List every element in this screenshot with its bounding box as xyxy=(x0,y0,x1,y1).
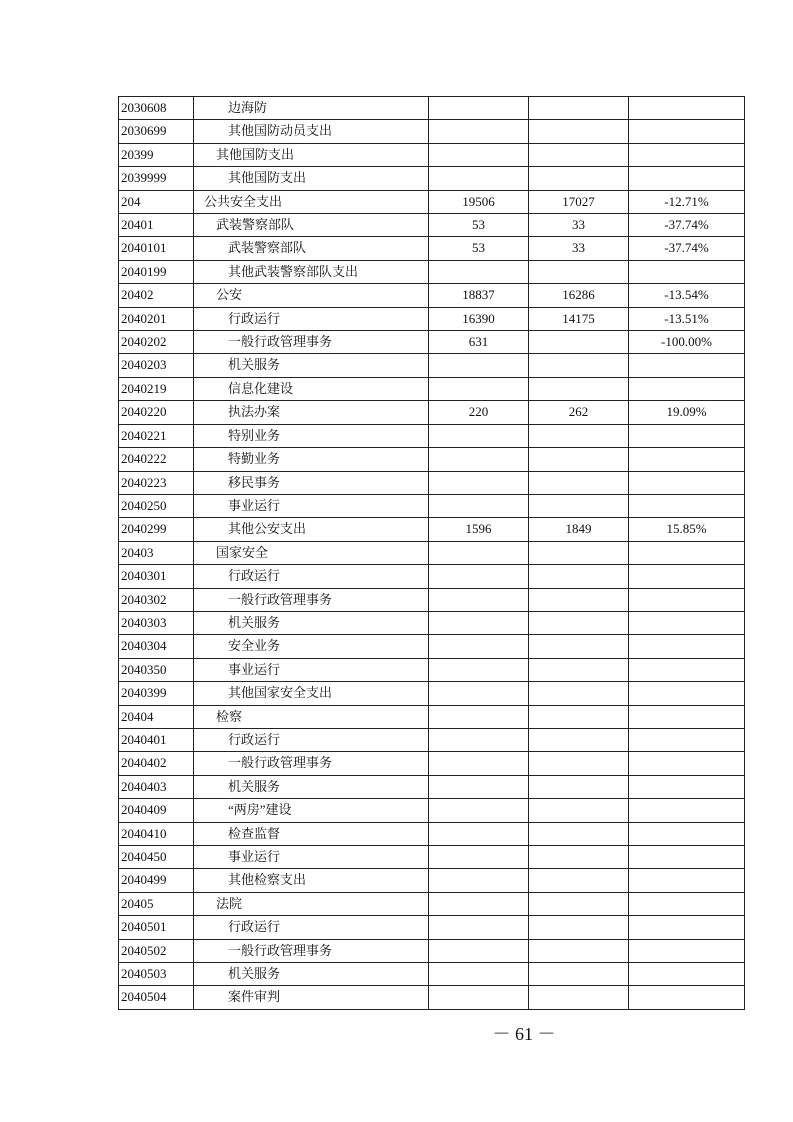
row-value-2 xyxy=(529,448,629,471)
row-value-1 xyxy=(429,869,529,892)
row-code: 2040502 xyxy=(119,939,194,962)
table-row xyxy=(119,401,745,424)
row-name: “两房”建设 xyxy=(194,799,429,822)
row-value-1: 16390 xyxy=(429,307,529,330)
row-code: 2040199 xyxy=(119,260,194,283)
row-code: 20404 xyxy=(119,705,194,728)
row-name: 公安 xyxy=(194,284,429,307)
row-change-percent: -100.00% xyxy=(629,331,745,354)
row-name: 边海防 xyxy=(194,97,429,120)
row-value-2 xyxy=(529,775,629,798)
table-row xyxy=(119,120,745,143)
row-value-2: 16286 xyxy=(529,284,629,307)
row-change-percent xyxy=(629,120,745,143)
page-number: － 61 － xyxy=(492,1024,556,1044)
row-value-1 xyxy=(429,565,529,588)
row-value-1: 1596 xyxy=(429,518,529,541)
row-name: 法院 xyxy=(194,892,429,915)
row-value-2 xyxy=(529,541,629,564)
row-change-percent: 19.09% xyxy=(629,401,745,424)
row-value-2 xyxy=(529,377,629,400)
row-value-1 xyxy=(429,354,529,377)
row-name: 特勤业务 xyxy=(194,448,429,471)
row-name: 案件审判 xyxy=(194,986,429,1009)
row-code: 2040203 xyxy=(119,354,194,377)
row-code: 2040501 xyxy=(119,916,194,939)
table-row xyxy=(119,377,745,400)
row-code: 20402 xyxy=(119,284,194,307)
table-row xyxy=(119,541,745,564)
row-value-2 xyxy=(529,986,629,1009)
row-code: 2040219 xyxy=(119,377,194,400)
row-code: 2040409 xyxy=(119,799,194,822)
row-value-2 xyxy=(529,822,629,845)
row-change-percent xyxy=(629,682,745,705)
row-change-percent xyxy=(629,916,745,939)
row-value-1 xyxy=(429,986,529,1009)
row-value-1 xyxy=(429,635,529,658)
row-name: 移民事务 xyxy=(194,471,429,494)
row-code: 2040450 xyxy=(119,846,194,869)
row-value-1 xyxy=(429,963,529,986)
row-value-1 xyxy=(429,424,529,447)
table-row xyxy=(119,214,745,237)
row-code: 2040220 xyxy=(119,401,194,424)
row-code: 2040202 xyxy=(119,331,194,354)
row-name: 检察 xyxy=(194,705,429,728)
row-name: 其他国防动员支出 xyxy=(194,120,429,143)
row-name: 其他公安支出 xyxy=(194,518,429,541)
row-name: 一般行政管理事务 xyxy=(194,752,429,775)
row-value-1 xyxy=(429,916,529,939)
row-value-1 xyxy=(429,752,529,775)
table-row xyxy=(119,143,745,166)
row-code: 204 xyxy=(119,190,194,213)
row-code: 2040302 xyxy=(119,588,194,611)
table-row xyxy=(119,775,745,798)
row-change-percent: 15.85% xyxy=(629,518,745,541)
table-row xyxy=(119,471,745,494)
row-value-1 xyxy=(429,775,529,798)
row-value-2 xyxy=(529,97,629,120)
row-value-2 xyxy=(529,658,629,681)
row-change-percent xyxy=(629,448,745,471)
table-row xyxy=(119,167,745,190)
table-row xyxy=(119,354,745,377)
row-value-2: 17027 xyxy=(529,190,629,213)
row-code: 2040399 xyxy=(119,682,194,705)
row-value-2: 14175 xyxy=(529,307,629,330)
row-value-2 xyxy=(529,120,629,143)
row-name: 检查监督 xyxy=(194,822,429,845)
row-value-1 xyxy=(429,728,529,751)
table-row xyxy=(119,869,745,892)
table-row xyxy=(119,611,745,634)
row-code: 20401 xyxy=(119,214,194,237)
row-name: 行政运行 xyxy=(194,728,429,751)
row-value-1 xyxy=(429,494,529,517)
row-value-1: 53 xyxy=(429,214,529,237)
row-value-1 xyxy=(429,611,529,634)
row-value-1 xyxy=(429,705,529,728)
row-code: 2030699 xyxy=(119,120,194,143)
row-change-percent: -37.74% xyxy=(629,237,745,260)
row-value-1 xyxy=(429,541,529,564)
row-value-2 xyxy=(529,494,629,517)
row-change-percent xyxy=(629,658,745,681)
row-change-percent xyxy=(629,728,745,751)
table-row xyxy=(119,97,745,120)
row-change-percent xyxy=(629,611,745,634)
row-change-percent xyxy=(629,892,745,915)
row-value-1 xyxy=(429,799,529,822)
row-name: 执法办案 xyxy=(194,401,429,424)
row-value-2 xyxy=(529,424,629,447)
table-row xyxy=(119,494,745,517)
row-value-2: 33 xyxy=(529,214,629,237)
table-row xyxy=(119,588,745,611)
table-row xyxy=(119,986,745,1009)
table-row xyxy=(119,307,745,330)
row-code: 2040410 xyxy=(119,822,194,845)
row-change-percent xyxy=(629,541,745,564)
table-row xyxy=(119,728,745,751)
table-row xyxy=(119,682,745,705)
row-value-1 xyxy=(429,682,529,705)
row-code: 2040221 xyxy=(119,424,194,447)
row-code: 2040303 xyxy=(119,611,194,634)
row-code: 2040503 xyxy=(119,963,194,986)
row-change-percent xyxy=(629,471,745,494)
table-row xyxy=(119,822,745,845)
row-change-percent xyxy=(629,167,745,190)
row-value-1 xyxy=(429,822,529,845)
row-code: 2040101 xyxy=(119,237,194,260)
row-value-2: 262 xyxy=(529,401,629,424)
row-change-percent xyxy=(629,939,745,962)
row-change-percent xyxy=(629,963,745,986)
row-name: 事业运行 xyxy=(194,846,429,869)
row-value-2: 33 xyxy=(529,237,629,260)
row-name: 武装警察部队 xyxy=(194,214,429,237)
row-name: 武装警察部队 xyxy=(194,237,429,260)
row-name: 行政运行 xyxy=(194,307,429,330)
row-value-2 xyxy=(529,705,629,728)
row-change-percent xyxy=(629,143,745,166)
row-value-2 xyxy=(529,869,629,892)
row-code: 2040250 xyxy=(119,494,194,517)
row-code: 2040299 xyxy=(119,518,194,541)
row-value-1 xyxy=(429,260,529,283)
row-code: 2030608 xyxy=(119,97,194,120)
row-name: 一般行政管理事务 xyxy=(194,939,429,962)
row-value-2 xyxy=(529,963,629,986)
table-row xyxy=(119,799,745,822)
row-code: 2040402 xyxy=(119,752,194,775)
row-code: 2040223 xyxy=(119,471,194,494)
row-value-1: 18837 xyxy=(429,284,529,307)
row-name: 机关服务 xyxy=(194,611,429,634)
row-change-percent xyxy=(629,799,745,822)
table-row xyxy=(119,518,745,541)
row-change-percent xyxy=(629,869,745,892)
row-value-2: 1849 xyxy=(529,518,629,541)
row-change-percent xyxy=(629,354,745,377)
row-value-1 xyxy=(429,167,529,190)
row-code: 2040301 xyxy=(119,565,194,588)
row-change-percent xyxy=(629,986,745,1009)
row-value-2 xyxy=(529,682,629,705)
row-value-1: 53 xyxy=(429,237,529,260)
table-row xyxy=(119,565,745,588)
row-code: 2039999 xyxy=(119,167,194,190)
table-row xyxy=(119,448,745,471)
row-name: 行政运行 xyxy=(194,565,429,588)
row-value-2 xyxy=(529,354,629,377)
row-name: 机关服务 xyxy=(194,963,429,986)
row-value-2 xyxy=(529,588,629,611)
row-code: 2040403 xyxy=(119,775,194,798)
row-code: 2040401 xyxy=(119,728,194,751)
row-value-1 xyxy=(429,588,529,611)
budget-table-body xyxy=(119,97,745,1010)
row-change-percent xyxy=(629,565,745,588)
row-value-1 xyxy=(429,846,529,869)
row-change-percent xyxy=(629,846,745,869)
row-change-percent xyxy=(629,97,745,120)
row-change-percent: -13.54% xyxy=(629,284,745,307)
row-value-1 xyxy=(429,658,529,681)
row-value-2 xyxy=(529,916,629,939)
row-name: 行政运行 xyxy=(194,916,429,939)
table-row xyxy=(119,705,745,728)
row-code: 20403 xyxy=(119,541,194,564)
row-code: 20405 xyxy=(119,892,194,915)
row-code: 20399 xyxy=(119,143,194,166)
table-row xyxy=(119,635,745,658)
row-name: 信息化建设 xyxy=(194,377,429,400)
row-name: 其他武装警察部队支出 xyxy=(194,260,429,283)
row-value-1 xyxy=(429,892,529,915)
row-name: 其他国防支出 xyxy=(194,167,429,190)
row-code: 2040350 xyxy=(119,658,194,681)
row-value-1 xyxy=(429,377,529,400)
row-value-2 xyxy=(529,939,629,962)
row-name: 一般行政管理事务 xyxy=(194,588,429,611)
row-change-percent xyxy=(629,705,745,728)
row-change-percent xyxy=(629,822,745,845)
row-name: 其他检察支出 xyxy=(194,869,429,892)
row-name: 机关服务 xyxy=(194,354,429,377)
row-change-percent xyxy=(629,635,745,658)
row-value-2 xyxy=(529,143,629,166)
table-row xyxy=(119,752,745,775)
row-name: 安全业务 xyxy=(194,635,429,658)
table-row xyxy=(119,892,745,915)
row-change-percent xyxy=(629,424,745,447)
row-value-1: 19506 xyxy=(429,190,529,213)
row-name: 事业运行 xyxy=(194,494,429,517)
row-value-1 xyxy=(429,97,529,120)
row-change-percent: -13.51% xyxy=(629,307,745,330)
row-name: 其他国家安全支出 xyxy=(194,682,429,705)
row-code: 2040504 xyxy=(119,986,194,1009)
row-change-percent xyxy=(629,260,745,283)
table-row xyxy=(119,237,745,260)
row-value-1 xyxy=(429,448,529,471)
row-value-2 xyxy=(529,331,629,354)
row-change-percent xyxy=(629,494,745,517)
table-row xyxy=(119,939,745,962)
table-row xyxy=(119,284,745,307)
row-value-2 xyxy=(529,167,629,190)
row-name: 其他国防支出 xyxy=(194,143,429,166)
row-value-1 xyxy=(429,143,529,166)
table-row xyxy=(119,846,745,869)
row-name: 一般行政管理事务 xyxy=(194,331,429,354)
row-value-2 xyxy=(529,260,629,283)
row-change-percent xyxy=(629,775,745,798)
row-change-percent xyxy=(629,377,745,400)
table-row xyxy=(119,963,745,986)
table-row xyxy=(119,260,745,283)
row-value-2 xyxy=(529,799,629,822)
row-change-percent xyxy=(629,752,745,775)
row-value-2 xyxy=(529,565,629,588)
row-value-1 xyxy=(429,120,529,143)
row-value-2 xyxy=(529,471,629,494)
row-value-2 xyxy=(529,892,629,915)
budget-table xyxy=(118,96,745,1010)
row-change-percent xyxy=(629,588,745,611)
row-change-percent: -37.74% xyxy=(629,214,745,237)
table-row xyxy=(119,331,745,354)
row-value-1: 220 xyxy=(429,401,529,424)
row-name: 国家安全 xyxy=(194,541,429,564)
row-value-1 xyxy=(429,471,529,494)
row-value-2 xyxy=(529,752,629,775)
row-value-2 xyxy=(529,846,629,869)
row-code: 2040499 xyxy=(119,869,194,892)
row-value-1 xyxy=(429,939,529,962)
table-row xyxy=(119,190,745,213)
row-value-2 xyxy=(529,635,629,658)
row-code: 2040304 xyxy=(119,635,194,658)
table-row xyxy=(119,916,745,939)
row-value-1: 631 xyxy=(429,331,529,354)
table-row xyxy=(119,658,745,681)
table-row xyxy=(119,424,745,447)
row-code: 2040222 xyxy=(119,448,194,471)
row-name: 公共安全支出 xyxy=(194,190,429,213)
row-code: 2040201 xyxy=(119,307,194,330)
row-value-2 xyxy=(529,728,629,751)
row-name: 特别业务 xyxy=(194,424,429,447)
row-name: 机关服务 xyxy=(194,775,429,798)
row-value-2 xyxy=(529,611,629,634)
row-change-percent: -12.71% xyxy=(629,190,745,213)
row-name: 事业运行 xyxy=(194,658,429,681)
